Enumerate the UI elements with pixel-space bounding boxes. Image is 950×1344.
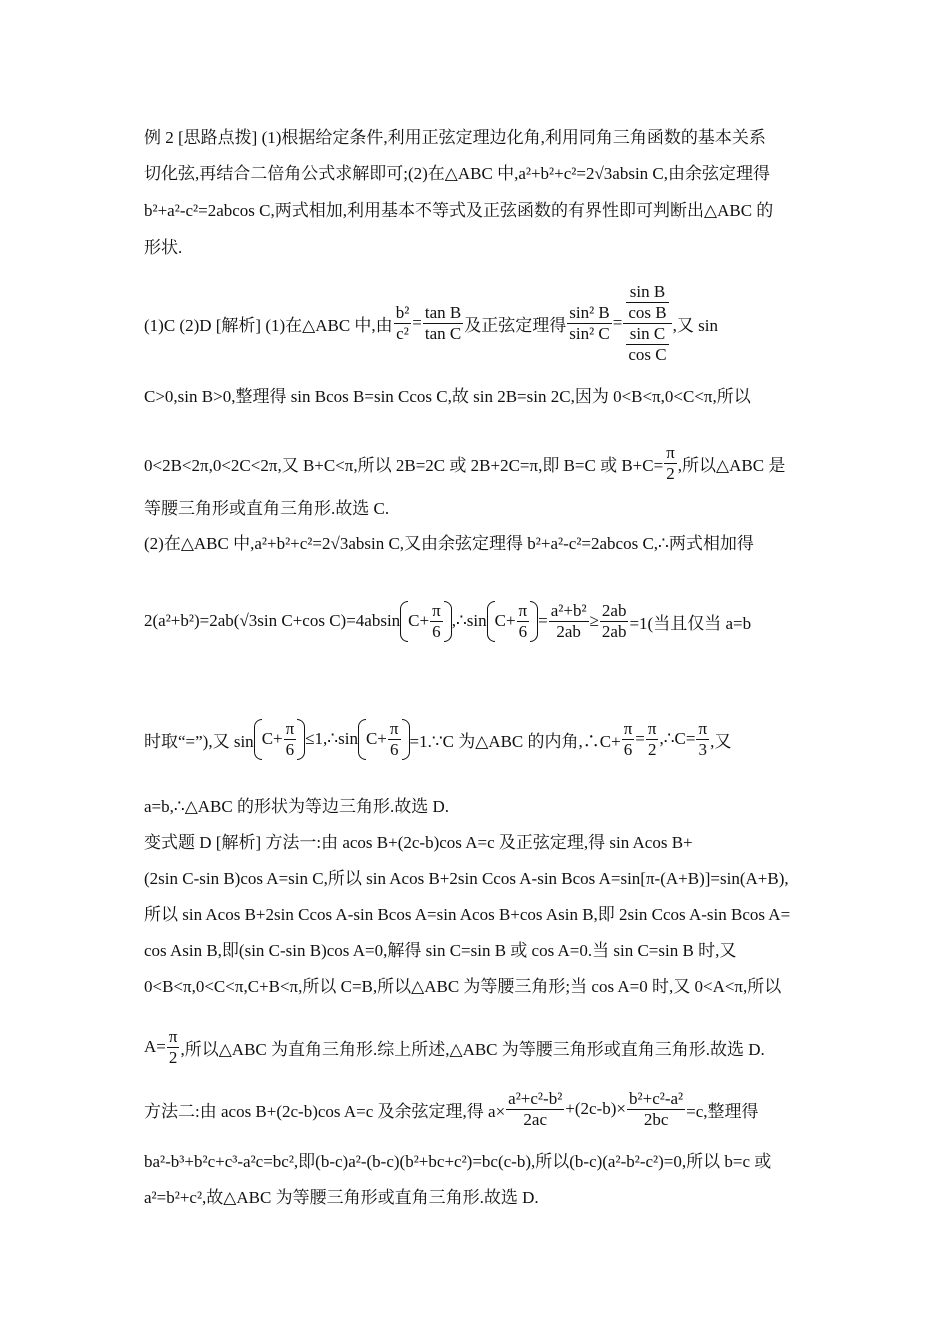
denominator: 2 [666, 463, 675, 483]
formula-line [144, 1024, 765, 1070]
denominator: cos B [628, 302, 667, 322]
fraction [394, 303, 412, 344]
numerator: 2ab [601, 600, 627, 620]
denominator: 2bc [643, 1109, 669, 1129]
denominator: 2 [168, 1047, 178, 1067]
numerator: π [647, 718, 657, 738]
text-line: 例 2 [思路点拨] (1)根据给定条件,利用正弦定理边化角,利用同角三角函数的基本关系 [144, 128, 766, 147]
denominator: 6 [389, 739, 399, 759]
numerator: b² [395, 302, 410, 322]
denominator: 3 [698, 739, 708, 759]
text-segment: ≤1,∴sin [305, 729, 358, 748]
fraction [549, 601, 589, 642]
numerator: π [432, 600, 441, 620]
text-line: 变式题 D [解析] 方法一:由 acos B+(2c-b)cos A=c 及正弦定理,得 sin Acos B+ [144, 833, 693, 852]
text-line: 所以 sin Acos B+2sin Ccos A-sin Bcos A=sin Acos B+cos Asin B,即 2sin Ccos A-sin Bcos A= [144, 905, 791, 924]
numerator: b²+c²-a² [629, 1088, 684, 1108]
text-line: cos Asin B,即(sin C-sin B)cos A=0,解得 sin C=sin B 或 cos A=0.当 sin C=sin B 时,又 [144, 941, 737, 960]
parenthesis-group [400, 601, 452, 642]
fraction [284, 719, 297, 760]
text-line: ba²-b³+b²c+c³-a²c=bc²,即(b-c)a²-(b-c)(b²+bc+c²)=bc(c-b),所以(b-c)(a²-b²-c²)=0,所以 b=c 或 [144, 1152, 772, 1171]
text-line: a=b,∴△ABC 的形状为等边三角形.故选 D. [144, 797, 450, 816]
denominator: sin² C [569, 323, 610, 343]
fraction [626, 282, 668, 323]
numerator: a²+c²-b² [508, 1088, 563, 1108]
numerator: π [666, 442, 675, 462]
text-segment: = [635, 729, 645, 748]
text-segment: C+ [261, 729, 283, 748]
text-segment: 时取“=”),又 sin [144, 731, 254, 751]
formula-line: (1)C (2)D [解析] (1)在△ABC 中,由 $\frac{\text{b²}}{\text{c²}}$ = $\frac{\text{tan B}}{\text{tan C}}$ 及正弦定理得 $\frac{\text{sin² B}}{\text{sin² C}}$ = $\frac{\frac{\text{sin B}}{\text{cos B}}}{\frac{\text{sin C}}{\text{cos C}}}$ ,又 sin [144, 281, 718, 364]
fraction [696, 719, 709, 760]
denominator [623, 324, 671, 365]
fraction [664, 443, 677, 484]
text-segment: C+ [365, 729, 387, 748]
numerator [623, 282, 671, 324]
text-segment: ≥ [589, 611, 599, 630]
formula-line [144, 1086, 759, 1132]
numerator: π [389, 718, 399, 738]
text-segment: =1.∵C 为△ABC 的内角,∴C+ [409, 731, 621, 751]
fraction [517, 601, 530, 642]
text-segment: ,所以△ABC 是 [677, 455, 786, 475]
text-segment: A= [144, 1037, 166, 1056]
text-line: C>0,sin B>0,整理得 sin Bcos B=sin Ccos C,故 sin 2B=sin 2C,因为 0<B<π,0<C<π,所以 [144, 387, 751, 406]
fraction [423, 303, 463, 344]
text-line: 切化弦,再结合二倍角公式求解即可;(2)在△ABC 中,a²+b²+c²=2√3absin C,由余弦定理得 [144, 164, 771, 183]
numerator: π [518, 600, 528, 620]
denominator: 2ab [601, 621, 627, 641]
denominator: 6 [432, 621, 441, 641]
fraction [622, 719, 635, 760]
parenthesis-group [254, 719, 306, 760]
parenthesis-group [487, 601, 539, 642]
numerator: sin² B [569, 302, 610, 322]
text-segment: ,所以△ABC 为直角三角形.综上所述,△ABC 为等腰三角形或直角三角形.故选 D. [180, 1039, 765, 1059]
formula-line [144, 596, 751, 646]
formula-line [144, 440, 785, 486]
text-segment: ,又 [710, 731, 732, 751]
fraction [430, 601, 443, 642]
numerator: π [285, 718, 295, 738]
denominator: 2ac [523, 1109, 548, 1129]
text-segment: 2(a²+b²)=2ab(√3sin C+cos C)=4absin [144, 611, 401, 630]
numerator: tan B [424, 302, 462, 322]
text-segment: =1(当且仅当 a=b [629, 613, 752, 633]
denominator: cos C [628, 344, 667, 364]
denominator: 6 [623, 739, 633, 759]
text-segment: ,∴C= [659, 729, 696, 748]
denominator: 2 [647, 739, 657, 759]
text-line: (2sin C-sin B)cos A=sin C,所以 sin Acos B+2sin Ccos A-sin Bcos A=sin[π-(A+B)]=sin(A+B), [144, 869, 789, 888]
nested-fraction [623, 282, 671, 365]
denominator: 2ab [556, 621, 581, 641]
fraction [646, 719, 659, 760]
fraction [627, 1089, 685, 1130]
text-segment: 方法二:由 acos B+(2c-b)cos A=c 及余弦定理,得 a× [144, 1101, 506, 1121]
text-segment: 0<2B<2π,0<2C<2π,又 B+C<π,所以 2B=2C 或 2B+2C=π,即 B=C 或 B+C= [144, 455, 664, 475]
text-segment: +(2c-b)× [565, 1099, 627, 1118]
numerator: π [698, 718, 708, 738]
denominator: 6 [285, 739, 295, 759]
fraction [167, 1027, 180, 1068]
text-segment: ,∴sin [451, 611, 487, 630]
text-line: 0<B<π,0<C<π,C+B<π,所以 C=B,所以△ABC 为等腰三角形;当 cos A=0 时,又 0<A<π,所以 [144, 977, 782, 996]
text-line: 等腰三角形或直角三角形.故选 C. [144, 499, 390, 518]
fraction [567, 303, 612, 344]
text-line: (2)在△ABC 中,a²+b²+c²=2√3absin C,又由余弦定理得 b²+a²-c²=2abcos C,∴两式相加得 [144, 534, 754, 553]
parenthesis-group [358, 719, 410, 760]
text-segment: C+ [494, 611, 516, 630]
text-line: a²=b²+c²,故△ABC 为等腰三角形或直角三角形.故选 D. [144, 1188, 539, 1207]
denominator: c² [396, 323, 409, 343]
text-line: 形状. [144, 238, 183, 257]
text-segment: C+ [408, 611, 430, 630]
text-segment: =c,整理得 [686, 1101, 759, 1121]
numerator: π [168, 1026, 178, 1046]
text-segment: = [538, 611, 548, 630]
text-segment: 及正弦定理得 [464, 315, 567, 335]
numerator: a²+b² [550, 600, 587, 620]
numerator: sin B [626, 282, 668, 303]
text-segment: (1)C (2)D [解析] (1)在△ABC 中,由 [144, 315, 393, 335]
denominator: tan C [424, 323, 462, 343]
formula-line [144, 714, 731, 764]
text-segment: ,又 sin [672, 315, 718, 335]
fraction [600, 601, 629, 642]
fraction [388, 719, 401, 760]
fraction [506, 1089, 564, 1130]
text-line: b²+a²-c²=2abcos C,两式相加,利用基本不等式及正弦函数的有界性即可判断出△ABC 的 [144, 201, 774, 220]
fraction [626, 324, 668, 365]
numerator: π [623, 718, 633, 738]
numerator: sin C [626, 324, 668, 345]
denominator: 6 [518, 621, 528, 641]
